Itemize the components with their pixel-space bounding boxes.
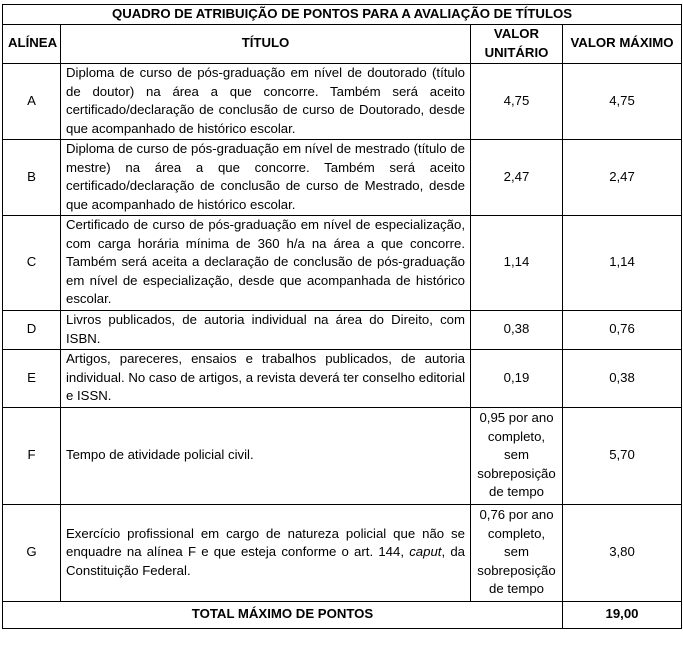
table-row (3, 63, 682, 139)
row-alinea: A (3, 63, 61, 139)
row-titulo: Diploma de curso de pós-graduação em nível de doutorado (título de doutor) na área a que concorre. Também será aceito certificado/declaração de conclusão de curso de Doutorado, desde que acompanhado de histórico escolar. (61, 63, 471, 139)
row-valor-maximo: 0,76 (563, 310, 682, 349)
row-valor-maximo: 0,38 (563, 349, 682, 407)
table-row (3, 139, 682, 215)
total-row (3, 601, 682, 628)
total-value: 19,00 (563, 601, 682, 628)
row-valor-unitario: 2,47 (471, 139, 563, 215)
table-header-row (3, 24, 682, 63)
points-table (2, 4, 682, 629)
header-valor-maximo: VALOR MÁXIMO (563, 24, 682, 63)
row-alinea: E (3, 349, 61, 407)
row-valor-maximo: 5,70 (563, 407, 682, 504)
row-valor-maximo: 3,80 (563, 504, 682, 601)
row-valor-unitario: 0,95 por ano completo, sem sobreposição de tempo (471, 407, 563, 504)
row-valor-unitario: 4,75 (471, 63, 563, 139)
row-titulo: Certificado de curso de pós-graduação em nível de especialização, com carga horária mínima de 360 h/a na área a que concorre. Também será aceita a declaração de conclusão de pós-graduação em nível de especialização, desde que acompanhada de histórico escolar. (61, 215, 471, 310)
header-alinea: ALÍNEA (3, 24, 61, 63)
table-row (3, 215, 682, 310)
row-alinea: B (3, 139, 61, 215)
row-titulo: Tempo de atividade policial civil. (61, 407, 471, 504)
table-row (3, 504, 682, 601)
row-alinea: F (3, 407, 61, 504)
table-caption: QUADRO DE ATRIBUIÇÃO DE PONTOS PARA A AVALIAÇÃO DE TÍTULOS (3, 5, 682, 25)
row-valor-maximo: 4,75 (563, 63, 682, 139)
table-row (3, 349, 682, 407)
header-valor-unitario: VALOR UNITÁRIO (471, 24, 563, 63)
table-row (3, 407, 682, 504)
row-titulo: Diploma de curso de pós-graduação em nível de mestrado (título de mestre) na área a que concorre. Também será aceito certificado/declaração de conclusão de curso de Mestrado, desde que acompanhado de histórico escolar. (61, 139, 471, 215)
row-alinea: C (3, 215, 61, 310)
row-titulo-text-end: , da Constituição Federal. (66, 544, 465, 578)
row-valor-unitario: 0,38 (471, 310, 563, 349)
total-label: TOTAL MÁXIMO DE PONTOS (3, 601, 563, 628)
row-titulo: Livros publicados, de autoria individual na área do Direito, com ISBN. (61, 310, 471, 349)
row-valor-unitario: 0,19 (471, 349, 563, 407)
row-alinea: G (3, 504, 61, 601)
row-valor-unitario: 0,76 por ano completo, sem sobreposição de tempo (471, 504, 563, 601)
row-valor-unitario: 1,14 (471, 215, 563, 310)
row-titulo: Artigos, pareceres, ensaios e trabalhos publicados, de autoria individual. No caso de artigos, a revista deverá ter conselho editorial e ISSN. (61, 349, 471, 407)
table-caption-row (3, 5, 682, 25)
header-titulo: TÍTULO (61, 24, 471, 63)
row-alinea: D (3, 310, 61, 349)
row-titulo-italic: caput (409, 544, 442, 560)
row-valor-maximo: 2,47 (563, 139, 682, 215)
row-titulo (61, 504, 471, 601)
table-row (3, 310, 682, 349)
row-titulo-text: Exercício profissional em cargo de natureza policial que não se enquadre na alínea F e que esteja conforme o art. 144, (66, 525, 465, 560)
row-valor-maximo: 1,14 (563, 215, 682, 310)
